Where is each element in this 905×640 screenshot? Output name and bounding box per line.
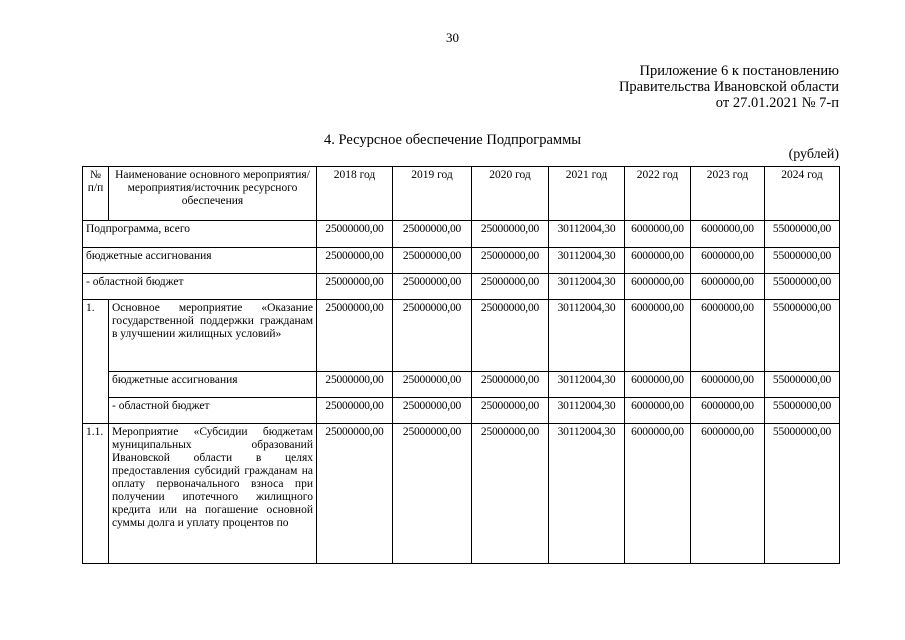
row-value: 25000000,00 bbox=[472, 300, 549, 372]
header-name: Наименование основного мероприятия/мероприятия/источник ресурсного обеспечения bbox=[109, 167, 317, 221]
row-value: 30112004,30 bbox=[549, 398, 625, 424]
appendix-line-1: Приложение 6 к постановлению bbox=[639, 63, 839, 79]
row-value: 6000000,00 bbox=[691, 372, 765, 398]
row-value: 6000000,00 bbox=[625, 221, 691, 248]
row-value: 6000000,00 bbox=[625, 424, 691, 564]
row-name: Основное мероприятие «Оказание государственной поддержки гражданам в улучшении жилищных условий» bbox=[109, 300, 317, 372]
header-year: 2020 год bbox=[472, 167, 549, 221]
row-value: 6000000,00 bbox=[691, 398, 765, 424]
row-value: 25000000,00 bbox=[393, 248, 472, 274]
header-year: 2024 год bbox=[765, 167, 840, 221]
row-value: 25000000,00 bbox=[393, 398, 472, 424]
row-value: 25000000,00 bbox=[472, 424, 549, 564]
row-value: 55000000,00 bbox=[765, 274, 840, 300]
row-value: 25000000,00 bbox=[393, 274, 472, 300]
row-value: 25000000,00 bbox=[472, 274, 549, 300]
row-value: 55000000,00 bbox=[765, 221, 840, 248]
row-value: 25000000,00 bbox=[317, 221, 393, 248]
header-year: 2022 год bbox=[625, 167, 691, 221]
table-row bbox=[83, 248, 840, 274]
row-name: - областной бюджет bbox=[83, 274, 317, 300]
appendix-line-3: от 27.01.2021 № 7-п bbox=[715, 95, 839, 111]
row-value: 30112004,30 bbox=[549, 300, 625, 372]
row-value: 25000000,00 bbox=[393, 372, 472, 398]
row-value: 25000000,00 bbox=[472, 221, 549, 248]
row-number: 1. bbox=[83, 300, 109, 424]
row-name: бюджетные ассигнования bbox=[109, 372, 317, 398]
row-value: 55000000,00 bbox=[765, 372, 840, 398]
row-value: 25000000,00 bbox=[317, 424, 393, 564]
table-row bbox=[83, 424, 840, 564]
header-year: 2023 год bbox=[691, 167, 765, 221]
row-number: 1.1. bbox=[83, 424, 109, 564]
row-name: Подпрограмма, всего bbox=[83, 221, 317, 248]
appendix-header bbox=[619, 63, 839, 111]
row-value: 30112004,30 bbox=[549, 248, 625, 274]
row-value: 6000000,00 bbox=[625, 300, 691, 372]
row-value: 6000000,00 bbox=[691, 424, 765, 564]
units-label: (рублей) bbox=[788, 147, 839, 162]
row-name: бюджетные ассигнования bbox=[83, 248, 317, 274]
row-value: 6000000,00 bbox=[625, 248, 691, 274]
row-value: 30112004,30 bbox=[549, 424, 625, 564]
table-row bbox=[83, 221, 840, 248]
row-value: 25000000,00 bbox=[317, 398, 393, 424]
table-row bbox=[83, 300, 840, 372]
row-value: 55000000,00 bbox=[765, 300, 840, 372]
row-value: 55000000,00 bbox=[765, 424, 840, 564]
header-year: 2019 год bbox=[393, 167, 472, 221]
row-value: 6000000,00 bbox=[691, 274, 765, 300]
table-row bbox=[83, 372, 840, 398]
table-row bbox=[83, 274, 840, 300]
section-title: 4. Ресурсное обеспечение Подпрограммы bbox=[323, 132, 582, 148]
resource-table bbox=[82, 166, 840, 564]
row-value: 25000000,00 bbox=[317, 372, 393, 398]
row-value: 25000000,00 bbox=[472, 372, 549, 398]
row-value: 6000000,00 bbox=[625, 372, 691, 398]
row-value: 25000000,00 bbox=[393, 221, 472, 248]
row-value: 6000000,00 bbox=[691, 248, 765, 274]
row-value: 25000000,00 bbox=[393, 300, 472, 372]
row-value: 6000000,00 bbox=[625, 274, 691, 300]
row-value: 25000000,00 bbox=[393, 424, 472, 564]
table-row bbox=[83, 398, 840, 424]
row-value: 25000000,00 bbox=[472, 248, 549, 274]
page-number: 30 bbox=[446, 30, 459, 45]
row-value: 6000000,00 bbox=[625, 398, 691, 424]
header-year: 2018 год bbox=[317, 167, 393, 221]
row-value: 55000000,00 bbox=[765, 398, 840, 424]
row-value: 30112004,30 bbox=[549, 221, 625, 248]
row-value: 30112004,30 bbox=[549, 372, 625, 398]
row-value: 6000000,00 bbox=[691, 300, 765, 372]
row-value: 6000000,00 bbox=[691, 221, 765, 248]
appendix-line-2: Правительства Ивановской области bbox=[618, 79, 839, 95]
header-number: № п/п bbox=[83, 167, 109, 221]
header-year: 2021 год bbox=[549, 167, 625, 221]
row-name: Мероприятие «Субсидии бюджетам муниципальных образований Ивановской области в целях предоставления субсидий гражданам на оплату первоначального взноса при получении ипотечного жилищного кредита или на погашение основной суммы долга и уплату процентов по bbox=[109, 424, 317, 564]
row-name: - областной бюджет bbox=[109, 398, 317, 424]
row-value: 25000000,00 bbox=[317, 274, 393, 300]
row-value: 25000000,00 bbox=[317, 300, 393, 372]
row-value: 25000000,00 bbox=[317, 248, 393, 274]
table-header-row bbox=[83, 167, 840, 221]
row-value: 55000000,00 bbox=[765, 248, 840, 274]
row-value: 30112004,30 bbox=[549, 274, 625, 300]
row-value: 25000000,00 bbox=[472, 398, 549, 424]
